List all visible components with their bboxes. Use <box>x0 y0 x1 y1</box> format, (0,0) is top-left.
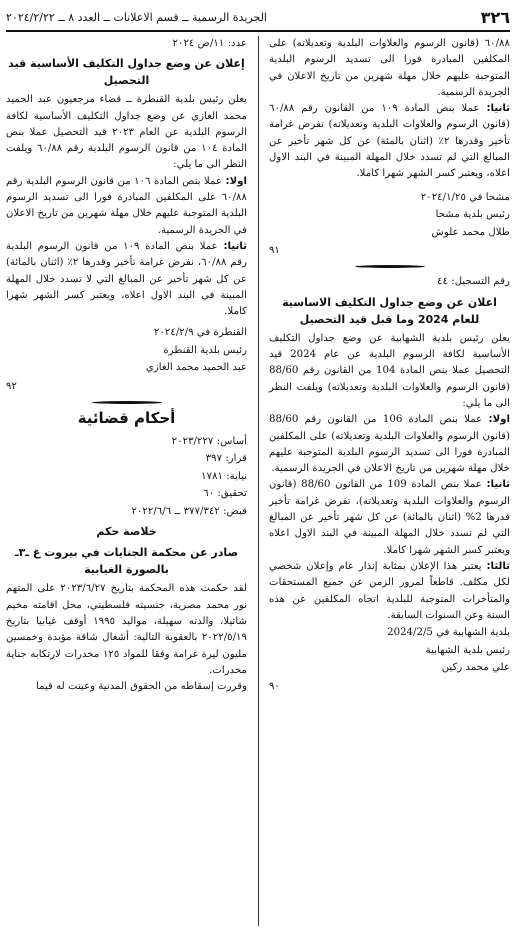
paragraph <box>6 174 247 239</box>
signature-block <box>269 189 510 242</box>
paragraph <box>269 101 510 182</box>
signature-block <box>269 624 510 677</box>
page-number: ٣٢٦ <box>480 7 510 27</box>
header-rule <box>6 30 510 32</box>
item-text: عملا بنص المادة ١٠٦ من قانون الرسوم البلدية رقم ٦٠/٨٨ على المكلفين المبادرة فورا الى تسديد الرسوم البلدية المتوجبة عليهم خلال مهلة شهرين من تاريخ الاعلان في الجريدة الرسمية. <box>6 175 247 236</box>
left-column <box>6 36 247 695</box>
item-text: عملا بنص المادة ١٠٩ من القانون رقم ٦٠/٨٨ (قانون الرسوم والعلاوات البلدية وتعديلاته) نفرض غرامة تأخير وقدرها ٢٪ (اثنان بالمئة) عن كل شهر تأخير عن المبالغ التي لم تسدد خلال المهلة المبينة في البند الاول اعلاه، ويعتبر كسر الشهر شهرا كاملا. <box>269 103 510 180</box>
item-label: ثالثا: <box>486 560 510 572</box>
paragraph <box>269 412 510 477</box>
paragraph <box>269 477 510 558</box>
right-column <box>269 36 510 697</box>
signature-name: عبد الحميد محمد الغازي <box>145 362 247 374</box>
case-detail: نيابة: ١٧٨١ <box>201 470 247 482</box>
signature-place-date: مشحا في ٢٠٢٤/١/٢٥ <box>420 191 510 203</box>
item-label: اولا: <box>225 175 247 187</box>
paragraph: لقد حكمت هذه المحكمة بتاريخ ٢٠٢٣/٦/٢٧ على المتهم نور محمد مصرية، جنسيته فلسطيني، محل اقامته مخيم شاتيلا، والدته سهيلة، مواليد ١٩٩٥ أوقف غيابيا بتاريخ ٢٠٢٢/٥/١٩ بالعقوبة التالية: أشغال شاقة مؤبدة وخمسين مليون ليرة غرامة وفقا للمواد ١٢٥ مخدرات لارتكابه جناية مخدرات. <box>6 583 248 676</box>
item-text: يعتبر هذا الإعلان بمثابة إنذار عام وإعلان شخصي لكل مكلف. قاطعاً لمرور الزمن عن جميع المستحقات والمتأخرات المتوجبة للبلدية اتجاه المكلفين عن هذه السنة وعن السنوات السابقة. <box>269 560 510 621</box>
case-detail: أساس: ٢٠٢٣/٢٢٧ <box>171 435 247 447</box>
separator <box>269 265 510 268</box>
ruling-title: صادر عن محكمة الجنايات في بيروت غ ـ٣ـ بالصورة الغيابية <box>14 546 239 577</box>
signature-place-date: بلدية الشهابية في 2024/2/5 <box>387 627 510 639</box>
paragraph <box>269 559 510 624</box>
signature-role: رئيس بلدية القنطرة <box>163 344 247 356</box>
signature-name: علي محمد ركين <box>441 662 510 674</box>
signature-role: رئيس بلدية الشهابية <box>425 644 510 656</box>
gazette-title: الجريدة الرسمية ــ قسم الاعلانات ــ العدد ٨ ــ ٢٠٢٤/٢/٢٢ <box>6 10 267 24</box>
item-label: ثانيا: <box>486 479 510 491</box>
item-label: اولا: <box>488 414 510 426</box>
paragraph: وقررت إسقاطه من الحقوق المدنية وعينت له قيما <box>35 681 247 693</box>
separator <box>6 401 247 404</box>
item-label: ثانيا: <box>486 103 510 115</box>
notice-title: اعلان عن وضع جداول التكليف الاساسية للعام 2024 وما قبل قيد التحصيل <box>282 295 497 326</box>
case-details <box>6 433 247 521</box>
signature-name: طلال محمد علوش <box>431 226 510 238</box>
notice-number: ٩٠ <box>269 680 280 692</box>
paragraph: ٦٠/٨٨ (قانون الرسوم والعلاوات البلدية وتعديلاته) على المكلفين المبادرة فورا الى تسديد الرسوم البلدية المتوجبة عليهم خلال مهلة شهرين من تاريخ الاعلان في الجريدة الرسمية. <box>269 38 510 98</box>
item-text: عملا بنص المادة 106 من القانون رقم 88/60 (قانون الرسوم والعلاوات البلدية وتعديلاته) على المكلفين المبادرة فورا الى تسديد الرسوم البلدية المتوجبة عليهم خلال مهلة شهرين من تاريخ الاعلان في الجريدة الرسمية. <box>269 414 510 475</box>
reference-number: عدد: ١١/ص ٢٠٢٤ <box>172 38 247 49</box>
notice-number: ٩٢ <box>6 380 17 392</box>
case-detail: تحقيق: ٦٠ <box>203 488 247 500</box>
signature-place-date: القنطرة في ٢٠٢٤/٢/٩ <box>153 327 247 339</box>
paragraph <box>6 239 247 320</box>
paragraph: يعلن رئيس بلدية القنطرة ــ قضاء مرجعيون عبد الحميد محمد الغازي عن وضع جداول التكليف الأساسية لكافة الرسوم البلدية عن العام ٢٠٢٣ قيد التحصيل عملا بنص المادة ١٠٤ من قانون الرسوم البلدية رقم ٦٠/٨٨ ويلفت النظر الى ما يلي: <box>6 94 248 171</box>
page-header <box>6 6 510 28</box>
paragraph: يعلن رئيس بلدية الشهابية عن وضع جداول التكليف الأساسية لكافة الرسوم البلدية عن عام 2024 قيد التحصيل عملا بنص المادة 104 من القانون رقم 88/60 (قانون الرسوم والعلاوات البلدية وتعديلاته) ويلفت النظر الى ما يلي: <box>269 332 510 409</box>
section-title: أحكام قضائية <box>77 409 176 428</box>
item-text: عملا بنص المادة ١٠٩ من قانون الرسوم البلدية رقم ٦٠/٨٨، نفرض غرامة تأخير وقدرها ٢٪ (اثنان بالمائة) عن كل شهر تأخير عن المبالغ التي لا تسدد خلال المهلة المبينة في البند الاول اعلاه، ويعتبر كسر الشهر شهرا كاملا. <box>6 240 247 318</box>
case-detail: قبض: ٣٧٧/٣٤٢ ــ ٢٠٢٢/٦/٦ <box>131 505 247 517</box>
item-text: عملا بنص المادة 109 من القانون 88/60 (قانون الرسوم والعلاوات البلدية وتعديلاته)، تفرض غرامة تأخير قدرها 2% (اثنان بالمائة) عن كل شهر تأخير عن المبالغ التي لم تسدد خلال المهلة المبينة في البند الاول اعلاه ويعتبر كسر الشهر شهرا كاملا. <box>269 479 510 556</box>
signature-block <box>6 324 247 377</box>
item-label: ثانيا: <box>223 240 247 252</box>
signature-role: رئيس بلدية مشحا <box>435 209 510 221</box>
notice-number: ٩١ <box>269 245 280 257</box>
notice-title: إعلان عن وضع جداول التكليف الأساسية قيد التحصيل <box>8 57 245 88</box>
summary-title: خلاصة حكم <box>96 525 157 539</box>
case-detail: قرار: ٣٩٧ <box>205 453 247 465</box>
column-divider <box>258 36 259 926</box>
registration-number: رقم التسجيل: ٤٤ <box>437 276 510 288</box>
